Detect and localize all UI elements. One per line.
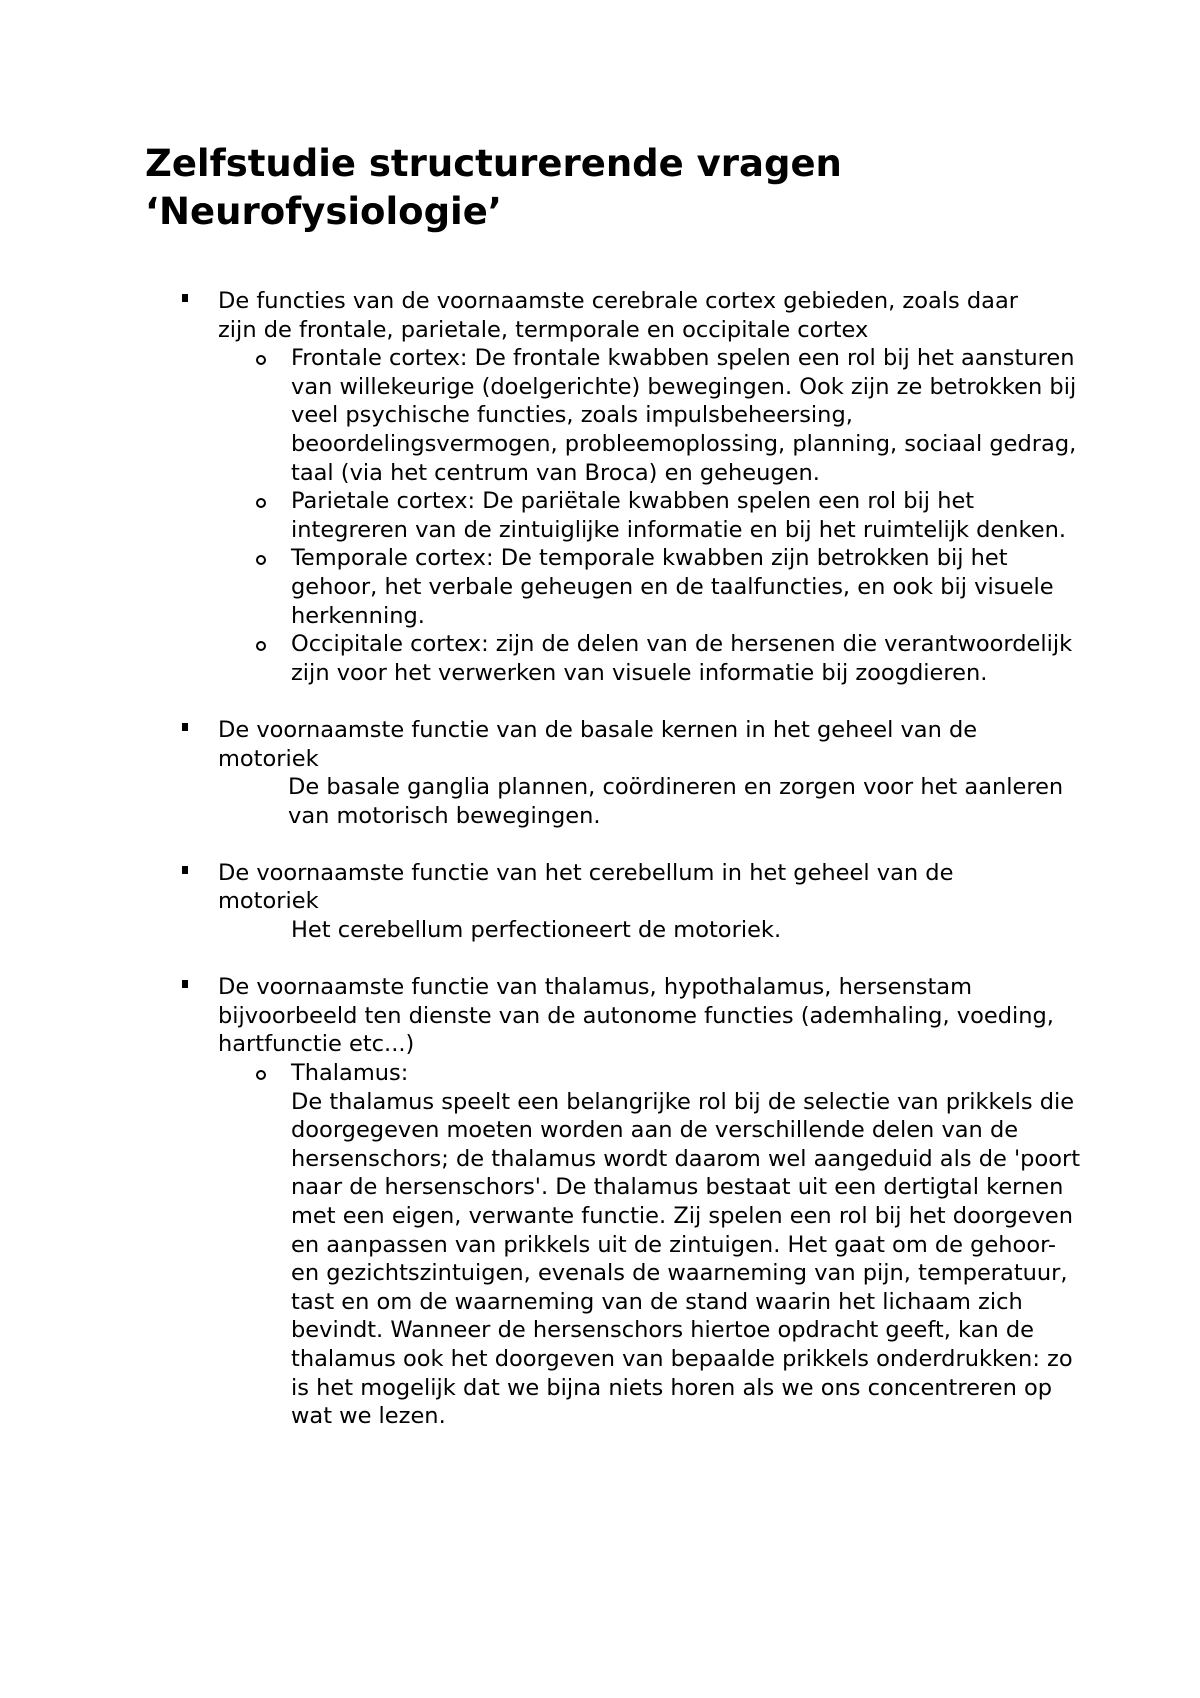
answer-text: Parietale cortex: De pariëtale kwabben spelen een rol bij het integreren van de zintuiglijke informatie en bij het ruimtelijk denken. (291, 488, 1067, 543)
list-item (0, 859, 1058, 916)
answer-text: Frontale cortex: De frontale kwabben spelen een rol bij het aansturen van willekeurige (doelgerichte) bewegingen. Ook zijn ze betrokken bij veel psychische functies, zoals impulsbeheersing, beoordelingsvermogen, probleemoplossing, planning, sociaal gedrag, taal (via het centrum van Broca) en geheugen. (291, 345, 1077, 486)
spacer (0, 830, 1200, 859)
list-item (0, 973, 1058, 1059)
list-item (0, 716, 1058, 773)
item-title: Thalamus: (291, 1060, 409, 1087)
list-item (0, 287, 1058, 344)
spacer (0, 945, 1200, 974)
circle-bullet-icon (256, 1070, 266, 1080)
square-bullet-icon (182, 723, 188, 731)
answer-text: Occipitale cortex: zijn de delen van de hersenen die verantwoordelijk zijn voor het verwerken van visuele informatie bij zoogdieren. (291, 631, 1073, 686)
circle-bullet-icon (256, 641, 266, 651)
circle-bullet-icon (256, 555, 266, 565)
square-bullet-icon (182, 980, 188, 988)
title-line-2: ‘Neurofysiologie’ (145, 190, 502, 233)
answer-text: De thalamus speelt een belangrijke rol bij de selectie van prikkels die doorgegeven moeten worden aan de verschillende delen van de hersenschors; de thalamus wordt daarom wel aangeduid als de 'poort naar de hersenschors'. De thalamus bestaat uit een dertigtal kernen met een eigen, verwante functie. Zij spelen een rol bij het doorgeven en aanpassen van prikkels uit de zintuigen. Het gaat om de gehoor- en gezichtszintuigen, evenals de waarneming van pijn, temperatuur, tast en om de waarneming van de stand waarin het lichaam zich bevindt. Wanneer de hersenschors hiertoe opdracht geeft, kan de thalamus ook het doorgeven van bepaalde prikkels onderdrukken: zo is het mogelijk dat we bijna niets horen als we ons concentreren op wat we lezen. (291, 1088, 1081, 1430)
sub-list-item (0, 544, 1091, 630)
answer-paragraph: Het cerebellum perfectioneert de motoriek. (291, 917, 782, 944)
question-text: De voornaamste functie van de basale kernen in het geheel van de motoriek (218, 716, 978, 772)
square-bullet-icon (182, 294, 188, 302)
answer-paragraph: De basale ganglia plannen, coördineren en zorgen voor het aanleren van motorisch bewegingen. (288, 774, 1064, 829)
question-text: De voornaamste functie van het cerebellum in het geheel van de motoriek (218, 859, 954, 915)
sub-list-item (0, 487, 1091, 544)
spacer (0, 687, 1200, 716)
title-line-1: Zelfstudie structurerende vragen (145, 142, 842, 185)
document-title (145, 140, 1145, 236)
question-text: De voornaamste functie van thalamus, hypothalamus, hersenstam bijvoorbeeld ten dienste van de autonome functies (ademhaling, voeding, hartfunctie etc...) (218, 974, 1054, 1058)
question-text: De functies van de voornaamste cerebrale cortex gebieden, zoals daar zijn de frontale, parietale, termporale en occipitale cortex (218, 288, 1019, 343)
sub-list-item (0, 1059, 1091, 1431)
sub-list-item (0, 630, 1091, 687)
circle-bullet-icon (256, 498, 266, 508)
sub-list-item (0, 344, 1091, 487)
document-body (0, 287, 1200, 1431)
circle-bullet-icon (256, 355, 266, 365)
square-bullet-icon (182, 866, 188, 874)
answer-text: Temporale cortex: De temporale kwabben zijn betrokken bij het gehoor, het verbale geheugen en de taalfuncties, en ook bij visuele herkenning. (291, 545, 1054, 629)
